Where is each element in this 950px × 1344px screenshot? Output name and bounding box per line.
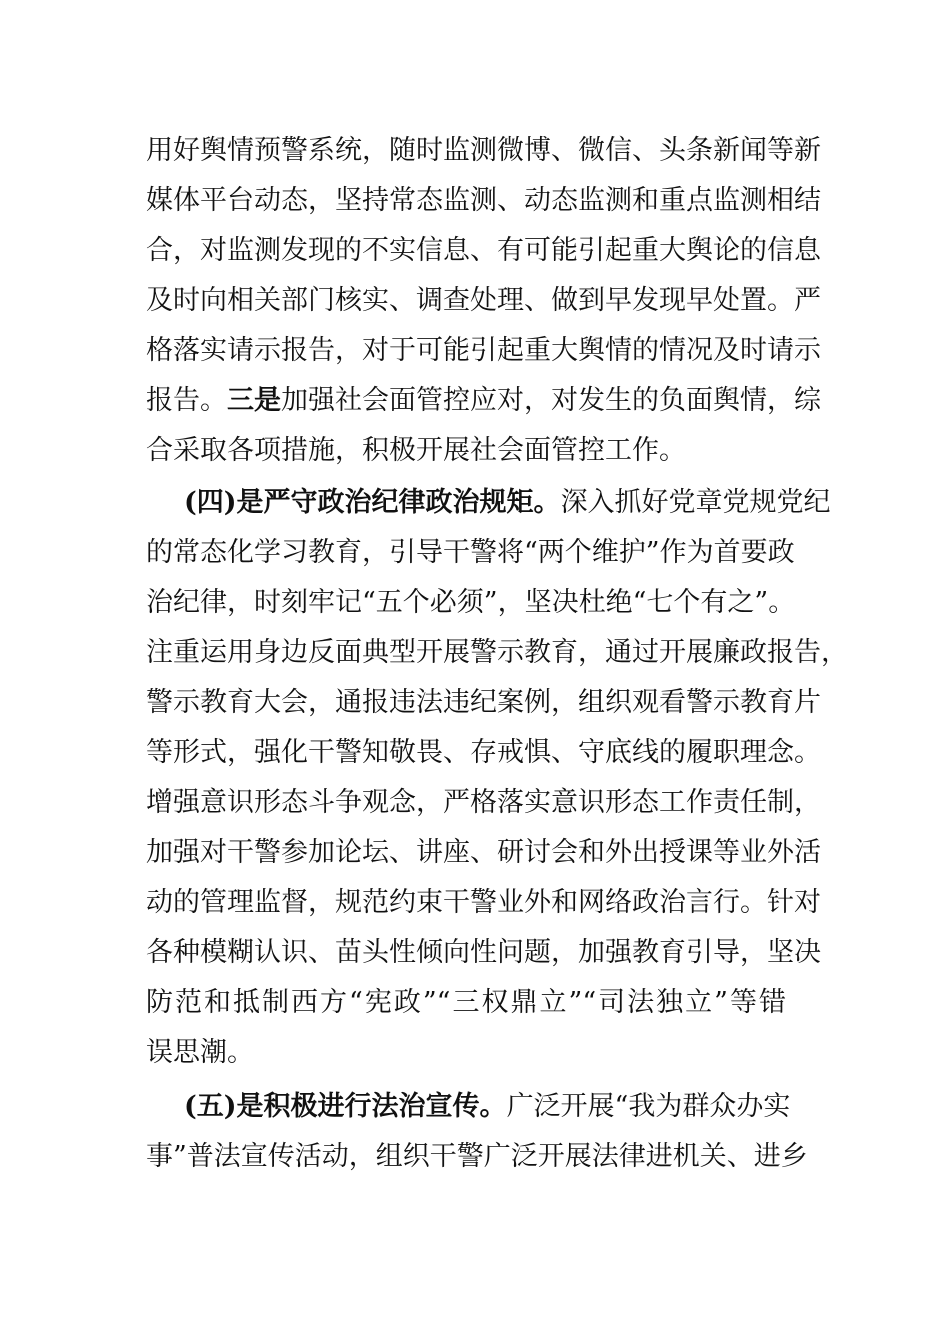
text-line: 加强对干警参加论坛、讲座、研讨会和外出授课等业外活: [146, 837, 821, 868]
text-line: 动的管理监督，规范约束干警业外和网络政治言行。针对: [146, 887, 821, 918]
text-line: 格落实请示报告，对于可能引起重大舆情的情况及时请示: [146, 335, 821, 366]
text-line: 防范和抵制西方“宪政”“三权鼎立”“司法独立”等错: [146, 987, 786, 1018]
text-segment: 深入抓好党章党规党纪: [560, 487, 831, 518]
text-line: 合采取各项措施，积极开展社会面管控工作。: [146, 435, 686, 466]
bold-phrase: 三是: [227, 385, 281, 416]
text-segment: 加强社会面管控应对，对发生的负面舆情，综: [281, 385, 821, 416]
section-heading-line: [184, 478, 831, 528]
text-line: 事”普法宣传活动，组织干警广泛开展法律进机关、进乡: [146, 1141, 808, 1172]
section-4-heading: (四)是严守政治纪律政治规矩。: [184, 487, 561, 518]
text-line: 治纪律，时刻牢记“五个必须”，坚决杜绝“七个有之”。: [146, 587, 796, 618]
text-line: [146, 376, 821, 426]
text-line: 注重运用身边反面典型开展警示教育，通过开展廉政报告，: [146, 637, 848, 668]
text-line: 用好舆情预警系统，随时监测微博、微信、头条新闻等新: [146, 135, 821, 166]
section-heading-line: [184, 1082, 791, 1132]
text-line: 增强意识形态斗争观念，严格落实意识形态工作责任制，: [146, 787, 821, 818]
text-line: 的常态化学习教育，引导干警将“两个维护”作为首要政: [146, 537, 795, 568]
text-segment: 报告。: [146, 385, 227, 416]
text-line: 合，对监测发现的不实信息、有可能引起重大舆论的信息: [146, 235, 821, 266]
text-line: 警示教育大会，通报违法违纪案例，组织观看警示教育片: [146, 687, 821, 718]
text-line: 各种模糊认识、苗头性倾向性问题，加强教育引导，坚决: [146, 937, 821, 968]
text-line: 及时向相关部门核实、调查处理、做到早发现早处置。严: [146, 285, 821, 316]
text-segment: 广泛开展“我为群众办实: [506, 1091, 791, 1122]
text-line: 误思潮。: [146, 1037, 254, 1068]
text-line: 等形式，强化干警知敬畏、存戒惧、守底线的履职理念。: [146, 737, 821, 768]
text-line: 媒体平台动态，坚持常态监测、动态监测和重点监测相结: [146, 185, 821, 216]
section-5-heading: (五)是积极进行法治宣传。: [184, 1091, 507, 1122]
